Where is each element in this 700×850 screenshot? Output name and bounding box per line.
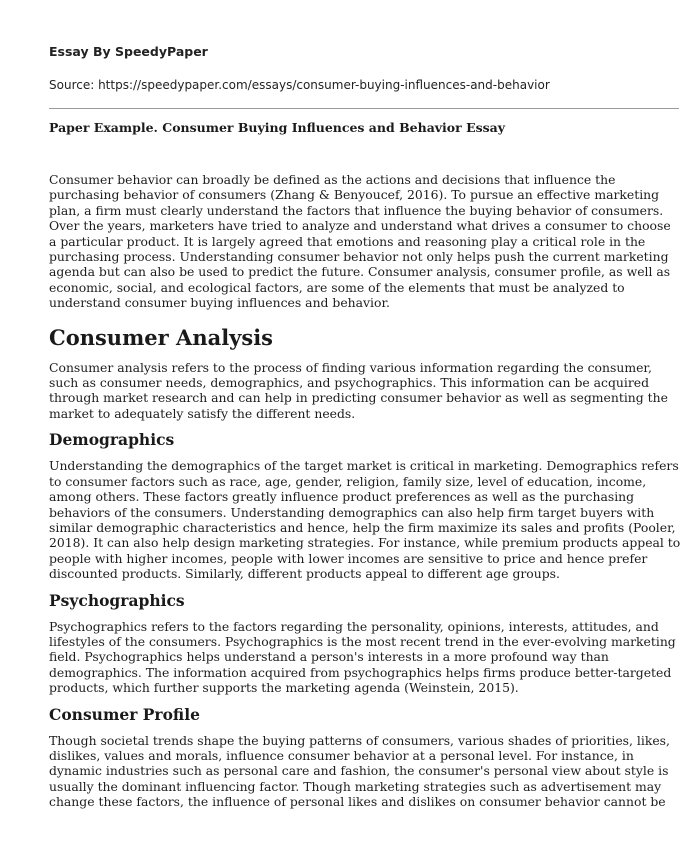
source-line: Source: https://speedypaper.com/essays/consumer-buying-influences-and-behavior (49, 78, 550, 92)
essay-body (49, 172, 681, 810)
consumer-profile-paragraph: Though societal trends shape the buying patterns of consumers, various shades of priorities, likes, dislikes, values and morals, influence consumer behavior at a personal level. For instance, in dynamic industries such as personal care and fashion, the consumer's personal view about style is usually the dominant influencing factor. Though marketing strategies such as advertisement may change these factors, the influence of personal likes and dislikes on consumer behavior cannot be (49, 732, 670, 810)
document-header (49, 44, 669, 93)
paper-title: Paper Example. Consumer Buying Influences and Behavior Essay (49, 120, 506, 135)
essay-author-line: Essay By SpeedyPaper (49, 44, 208, 59)
psychographics-paragraph: Psychographics refers to the factors regarding the personality, opinions, interests, attitudes, and lifestyles of the consumers. Psychographics is the most recent trend in the ever-evolving marketing field. Psychographics helps understand a person's interests in a more profound way than demographics. The information acquired from psychographics helps firms produce better-targeted products, which further supports the marketing agenda (Weinstein, 2015). (49, 618, 676, 696)
consumer-analysis-paragraph: Consumer analysis refers to the process of finding various information regarding the consumer, such as consumer needs, demographics, and psychographics. This information can be acquired through market research and can help in predicting consumer behavior as well as segmenting the market to adequately satisfy the different needs. (49, 359, 668, 421)
intro-paragraph: Consumer behavior can broadly be defined as the actions and decisions that influence the purchasing behavior of consumers (Zhang & Benyoucef, 2016). To pursue an effective marketing plan, a firm must clearly understand the factors that influence the buying behavior of consumers. Over the years, marketers have tried to analyze and understand what drives a consumer to choose a particular product. It is largely agreed that emotions and reasoning play a critical role in the purchasing process. Understanding consumer behavior not only helps push the current marketing agenda but can also be used to predict the future. Consumer analysis, consumer profile, as well as economic, social, and ecological factors, are some of the elements that must be analyzed to understand consumer buying influences and behavior. (49, 172, 671, 311)
header-divider (49, 108, 679, 109)
heading-psychographics: Psychographics (49, 590, 185, 610)
heading-consumer-analysis: Consumer Analysis (49, 324, 274, 350)
demographics-paragraph: Understanding the demographics of the target market is critical in marketing. Demographics refers to consumer factors such as race, age, gender, religion, family size, level of education, income, among others. These factors greatly influence product preferences as well as the purchasing behaviors of the consumers. Understanding demographics can also help firm target buyers with similar demographic characteristics and hence, help the firm maximize its sales and profits (Pooler, 2018). It can also help design marketing strategies. For instance, while premium products appeal to people with higher incomes, people with lower incomes are sensitive to price and hence prefer discounted products. Similarly, different products appeal to different age groups. (49, 458, 681, 582)
heading-demographics: Demographics (49, 430, 175, 450)
heading-consumer-profile: Consumer Profile (49, 704, 200, 724)
